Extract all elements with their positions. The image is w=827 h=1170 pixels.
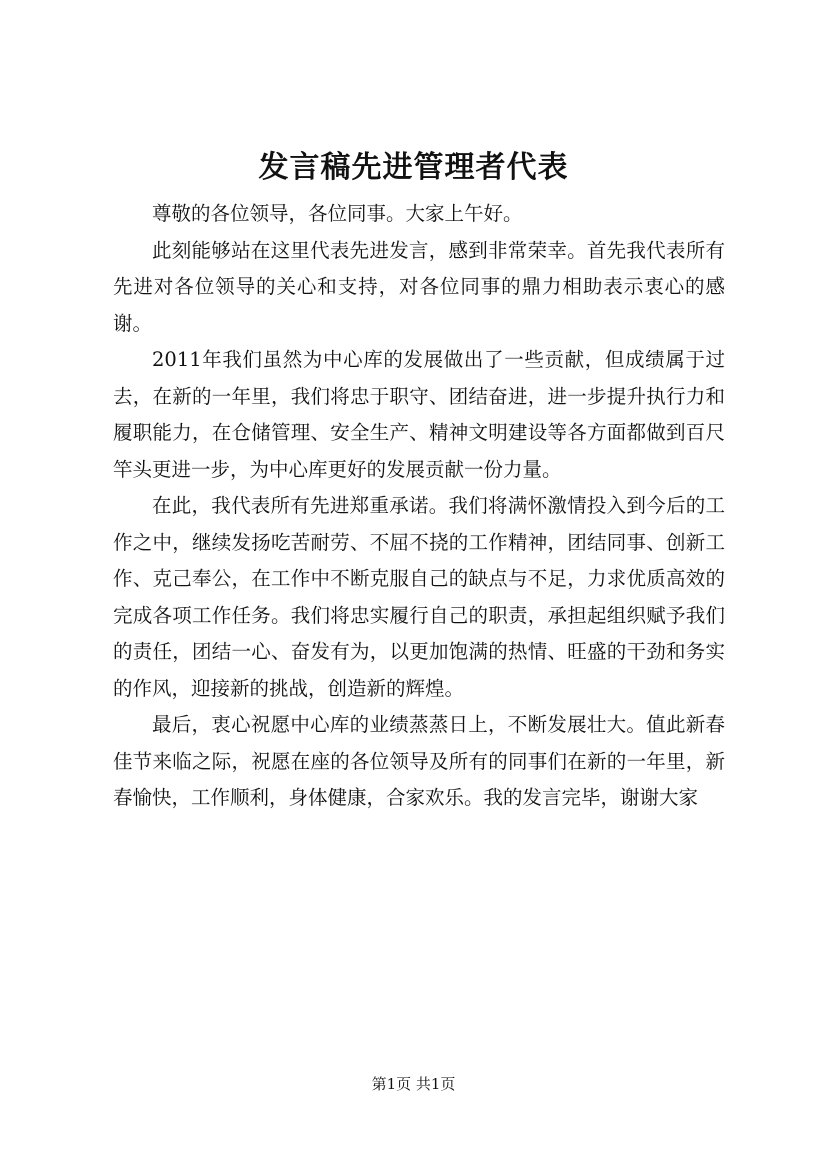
paragraph-closing: 最后，衷心祝愿中心库的业绩蒸蒸日上，不断发展壮大。值此新春佳节来临之际，祝愿在座的各位领导及所有的同事们在新的一年里，新春愉快，工作顺利，身体健康，合家欢乐。我的发言完毕，谢谢大家 <box>113 713 725 809</box>
paragraph-greeting: 尊敬的各位领导，各位同事。大家上午好。 <box>152 202 523 225</box>
document-body <box>113 196 725 817</box>
page-footer: 第1页 共1页 <box>371 1075 456 1093</box>
document-title: 发言稿先进管理者代表 <box>258 150 569 185</box>
paragraph-thanks: 此刻能够站在这里代表先进发言，感到非常荣幸。首先我代表所有先进对各位领导的关心和支持，对各位同事的鼎力相助表示衷心的感谢。 <box>113 238 725 335</box>
paragraph-achievements: 2011年我们虽然为中心库的发展做出了一些贡献，但成绩属于过去，在新的一年里，我们将忠于职守、团结奋进，进一步提升执行力和履职能力，在仓储管理、安全生产、精神文明建设等各方面都做到百尺竿头更进一步，为中心库更好的发展贡献一份力量。 <box>113 348 725 481</box>
paragraph-commitment: 在此，我代表所有先进郑重承诺。我们将满怀激情投入到今后的工作之中，继续发扬吃苦耐劳、不屈不挠的工作精神，团结同事、创新工作、克己奉公，在工作中不断克服自己的缺点与不足，力求优质高效的完成各项工作任务。我们将忠实履行自己的职责，承担起组织赋予我们的责任，团结一心、奋发有为，以更加饱满的热情、旺盛的干劲和务实的作风，迎接新的挑战，创造新的辉煌。 <box>113 494 725 700</box>
